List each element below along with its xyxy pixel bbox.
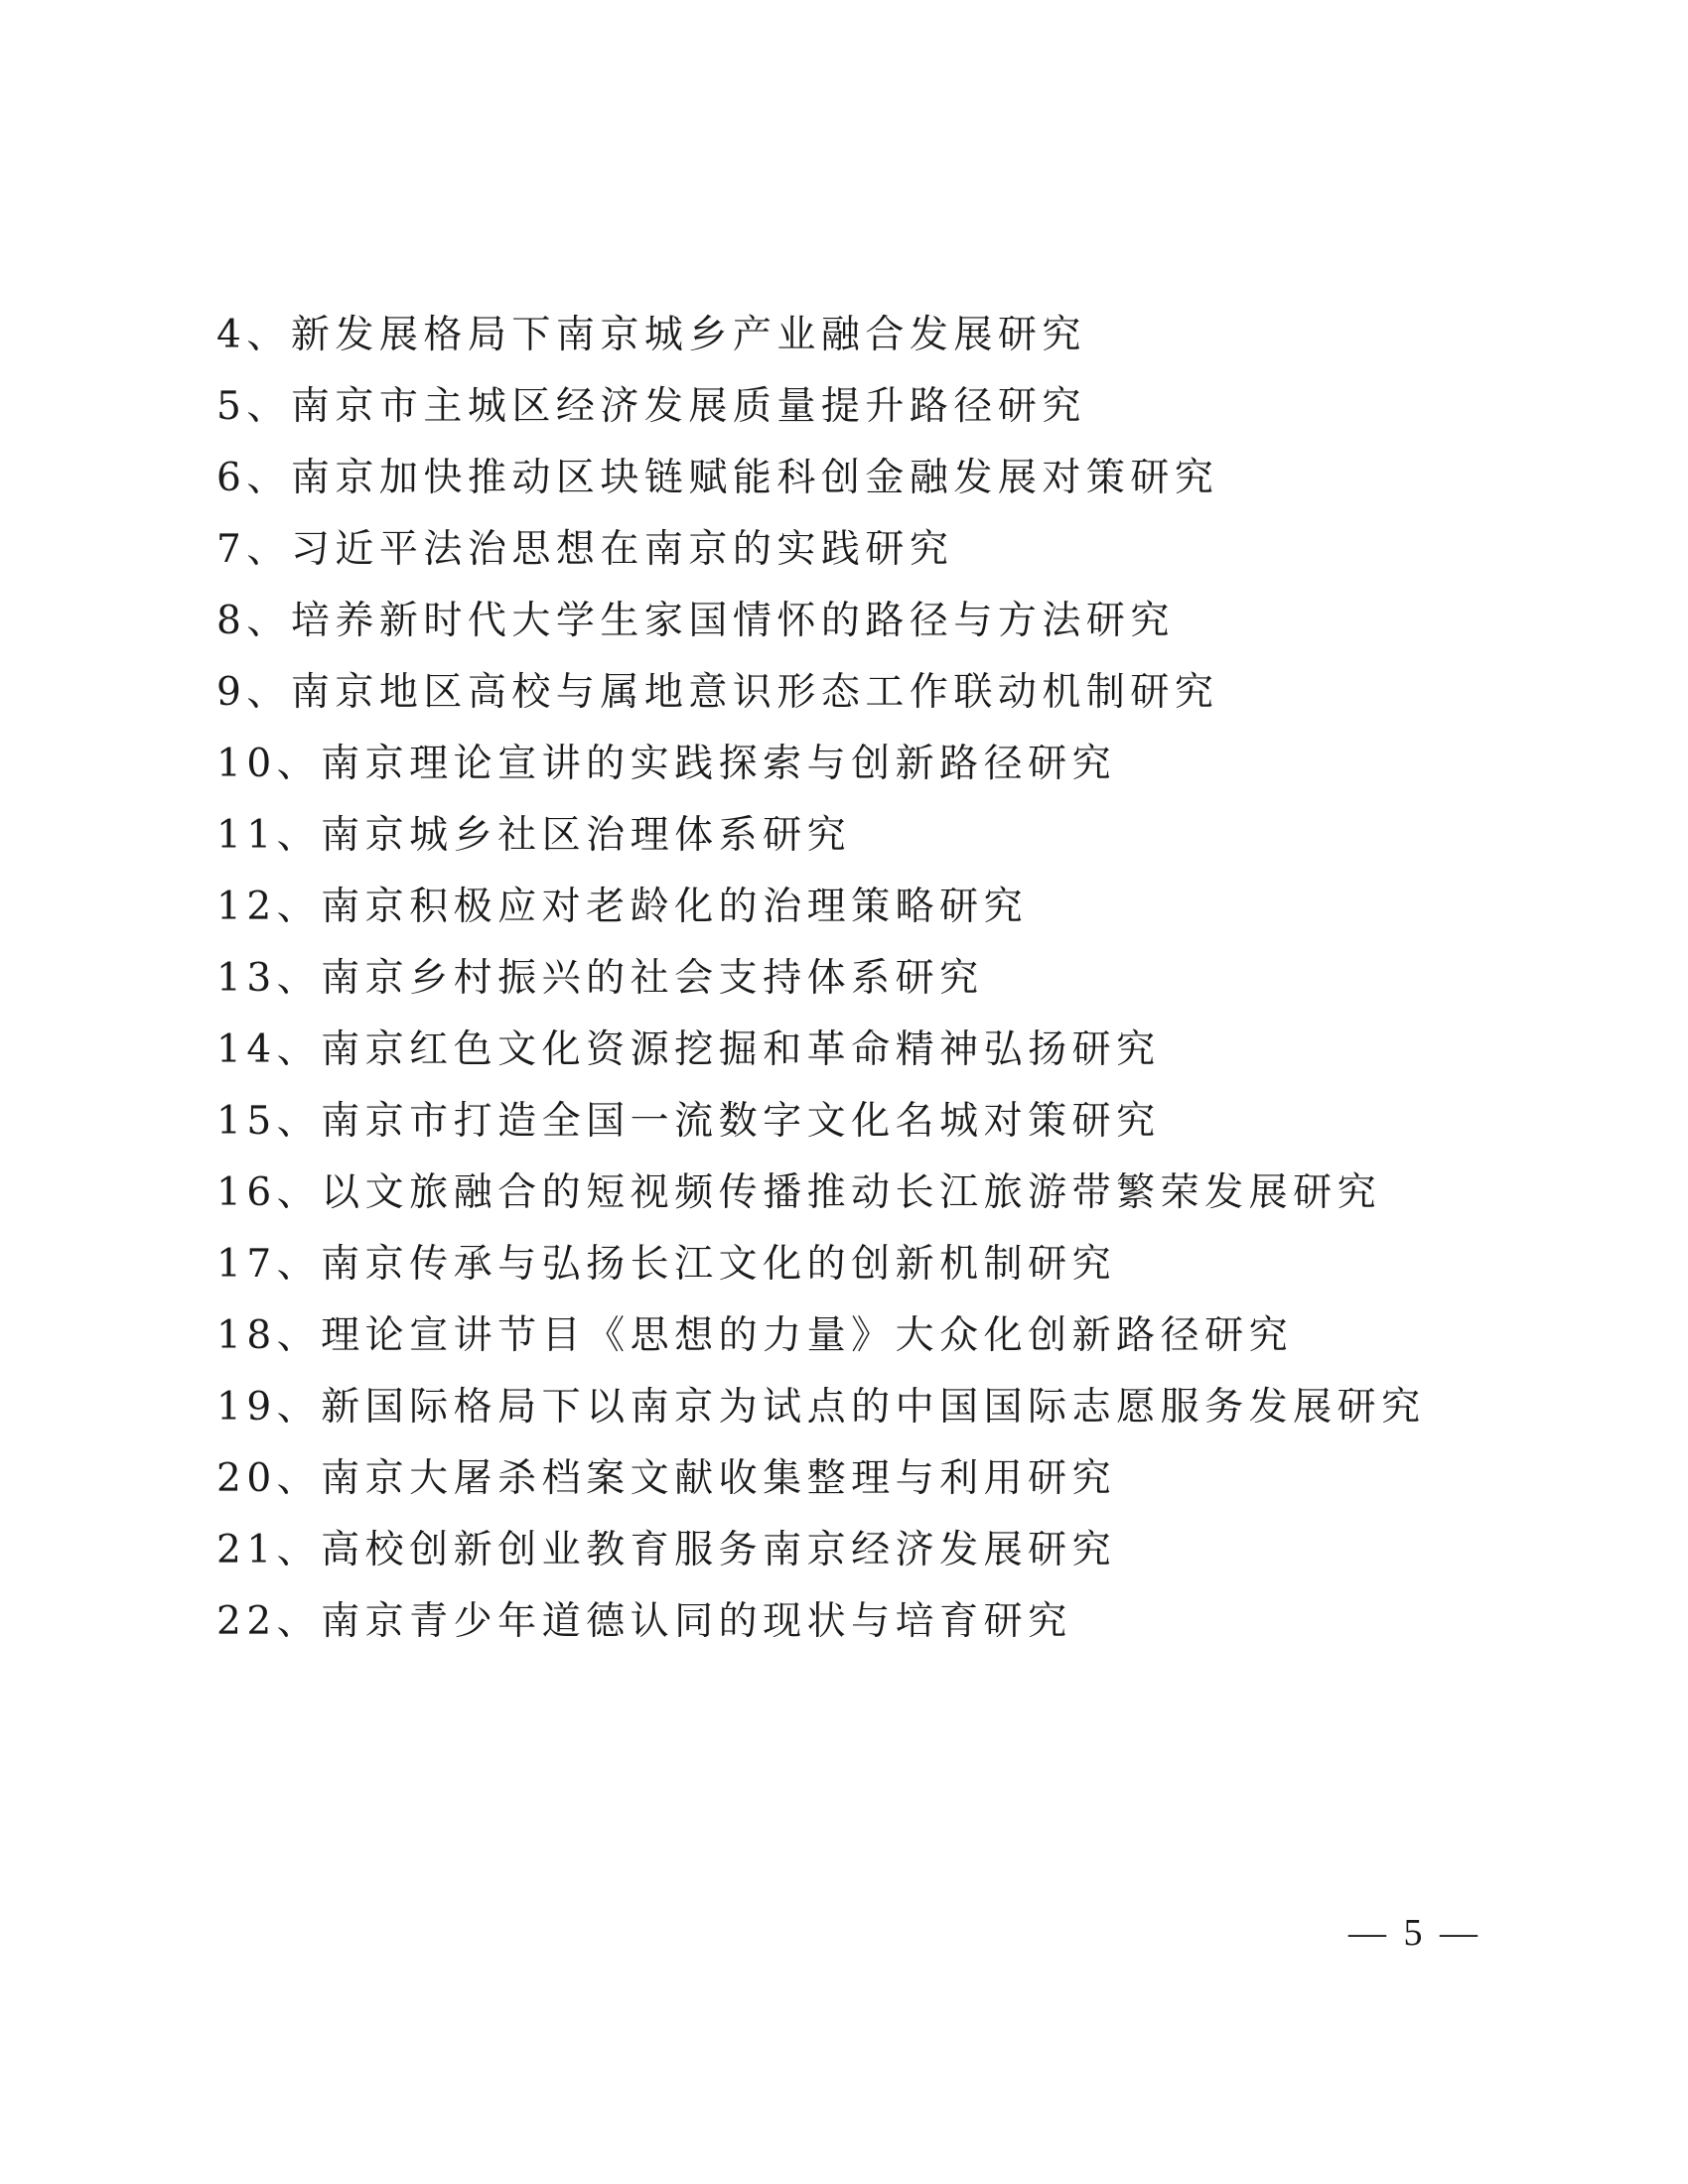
topic-item-16: 16、以文旅融合的短视频传播推动长江旅游带繁荣发展研究 [216, 1170, 1382, 1215]
topic-item-20: 20、南京大屠杀档案文献收集整理与利用研究 [216, 1456, 1117, 1501]
topic-item-11: 11、南京城乡社区治理体系研究 [216, 813, 852, 858]
topic-item-17: 17、南京传承与弘扬长江文化的创新机制研究 [216, 1242, 1117, 1287]
topic-item-13: 13、南京乡村振兴的社会支持体系研究 [216, 956, 984, 1001]
topic-item-4: 4、新发展格局下南京城乡产业融合发展研究 [216, 313, 1086, 357]
topic-item-9: 9、南京地区高校与属地意识形态工作联动机制研究 [216, 670, 1219, 715]
topic-item-21: 21、高校创新创业教育服务南京经济发展研究 [216, 1528, 1117, 1572]
topic-item-14: 14、南京红色文化资源挖掘和革命精神弘扬研究 [216, 1027, 1161, 1072]
research-topic-list [216, 300, 1468, 1658]
page-number: — 5 — [1348, 1912, 1481, 1954]
topic-item-15: 15、南京市打造全国一流数字文化名城对策研究 [216, 1099, 1161, 1144]
topic-item-7: 7、习近平法治思想在南京的实践研究 [216, 527, 954, 572]
topic-item-12: 12、南京积极应对老龄化的治理策略研究 [216, 885, 1029, 929]
topic-item-18: 18、理论宣讲节目《思想的力量》大众化创新路径研究 [216, 1313, 1294, 1358]
topic-item-19: 19、新国际格局下以南京为试点的中国国际志愿服务发展研究 [216, 1385, 1426, 1430]
topic-item-10: 10、南京理论宣讲的实践探索与创新路径研究 [216, 742, 1117, 786]
topic-item-22: 22、南京青少年道德认同的现状与培育研究 [216, 1599, 1072, 1644]
topic-item-8: 8、培养新时代大学生家国情怀的路径与方法研究 [216, 599, 1175, 643]
topic-item-5: 5、南京市主城区经济发展质量提升路径研究 [216, 384, 1086, 429]
topic-item-6: 6、南京加快推动区块链赋能科创金融发展对策研究 [216, 456, 1219, 500]
